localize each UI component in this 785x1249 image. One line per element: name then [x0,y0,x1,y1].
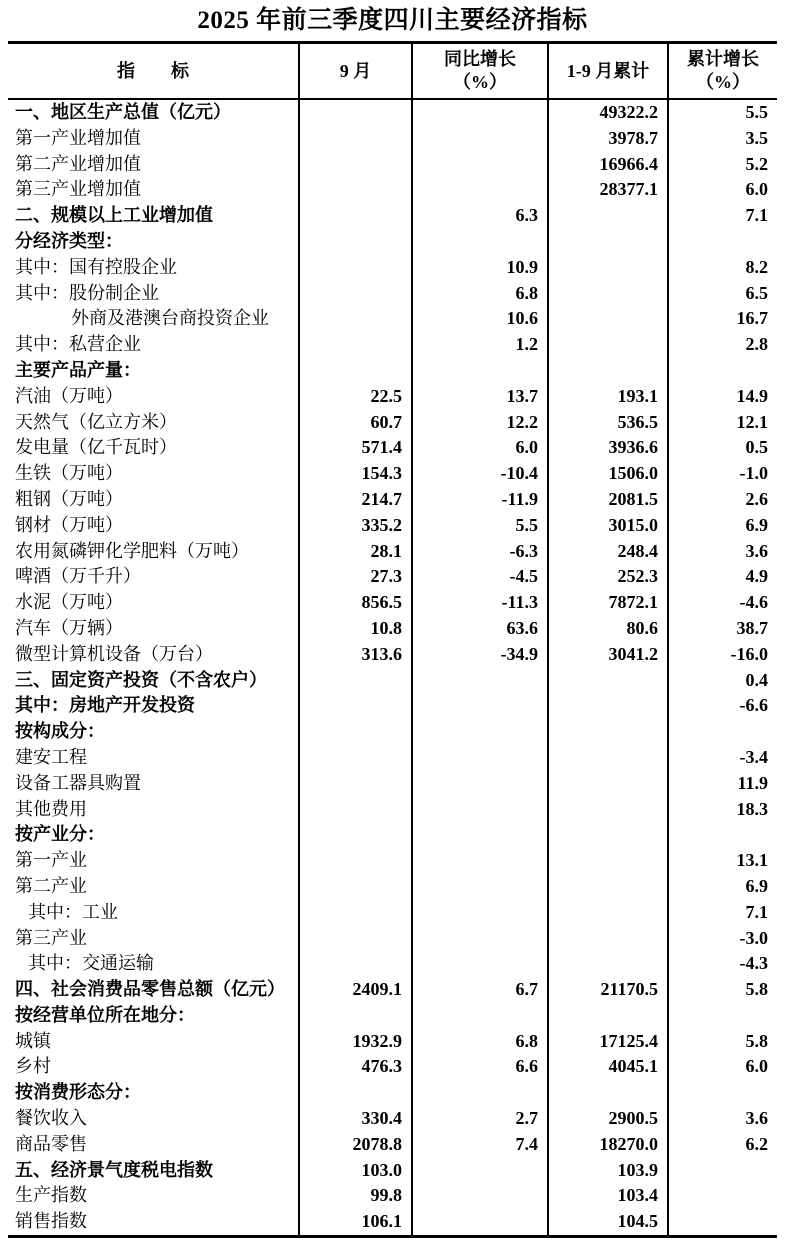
cumulative-value: 2081.5 [548,487,668,513]
yoy-growth-value [412,848,548,874]
cumulative-growth-value: 14.9 [668,384,777,410]
table-row [8,564,777,590]
september-value [299,229,412,255]
september-value: 99.8 [299,1183,412,1209]
indicator-label: 其中：交通运输 [28,953,154,974]
table-row [8,848,777,874]
yoy-growth-value: 1.2 [412,332,548,358]
yoy-growth-value [412,719,548,745]
table-row [8,384,777,410]
cumulative-growth-value: 7.1 [668,203,777,229]
september-value: 2409.1 [299,977,412,1003]
indicator-label: 三、固定资产投资（不含农户） [15,669,267,690]
yoy-growth-value [412,177,548,203]
september-value [299,99,412,126]
table-row [8,1029,777,1055]
september-value [299,848,412,874]
yoy-growth-value: 6.7 [412,977,548,1003]
cumulative-value [548,951,668,977]
indicator-label: 按构成分： [15,721,105,742]
table-row [8,539,777,565]
cumulative-value [548,926,668,952]
yoy-growth-value [412,1183,548,1209]
september-value [299,693,412,719]
yoy-growth-value [412,1209,548,1236]
cumulative-growth-value: -6.6 [668,693,777,719]
indicator-label: 建安工程 [15,746,87,767]
indicator-label: 设备工器具购置 [15,772,141,793]
september-value [299,177,412,203]
column-header-cumulative [548,43,668,100]
cumulative-value: 248.4 [548,539,668,565]
cumulative-value [548,745,668,771]
cumulative-value [548,719,668,745]
cumulative-value: 103.4 [548,1183,668,1209]
table-row [8,1183,777,1209]
indicator-label: 第三产业增加值 [15,179,141,200]
table-row [8,1209,777,1236]
cumulative-value: 252.3 [548,564,668,590]
yoy-growth-value: -10.4 [412,461,548,487]
yoy-growth-value [412,1003,548,1029]
table-row [8,255,777,281]
yoy-growth-value [412,358,548,384]
cumulative-value [548,358,668,384]
cumulative-value: 49322.2 [548,99,668,126]
cumulative-growth-value: -3.4 [668,745,777,771]
cumulative-value [548,281,668,307]
yoy-growth-value: 10.9 [412,255,548,281]
column-header-unit: （%） [696,72,750,92]
cumulative-value: 2900.5 [548,1106,668,1132]
yoy-growth-value [412,900,548,926]
indicator-label: 天然气（亿立方米） [15,411,177,432]
cumulative-growth-value: 13.1 [668,848,777,874]
table-row [8,1158,777,1184]
september-value: 60.7 [299,410,412,436]
column-header-unit: （%） [453,72,507,92]
cumulative-value: 104.5 [548,1209,668,1236]
september-value: 28.1 [299,539,412,565]
table-row [8,358,777,384]
cumulative-value: 80.6 [548,616,668,642]
cumulative-growth-value: 6.9 [668,874,777,900]
september-value [299,951,412,977]
yoy-growth-value: -4.5 [412,564,548,590]
yoy-growth-value [412,152,548,178]
indicator-label: 四、社会消费品零售总额（亿元） [15,979,285,1000]
table-row [8,513,777,539]
cumulative-growth-value: 5.8 [668,977,777,1003]
september-value [299,797,412,823]
column-header-label: 指 标 [117,60,189,81]
cumulative-value: 1506.0 [548,461,668,487]
table-row [8,487,777,513]
cumulative-value: 17125.4 [548,1029,668,1055]
indicator-label: 餐饮收入 [15,1108,87,1129]
column-header-label: 1-9 月累计 [566,60,650,81]
yoy-growth-value [412,771,548,797]
cumulative-growth-value: 0.5 [668,435,777,461]
cumulative-growth-value: 2.8 [668,332,777,358]
cumulative-growth-value: 5.8 [668,1029,777,1055]
september-value [299,719,412,745]
cumulative-value: 21170.5 [548,977,668,1003]
indicator-label: 外商及港澳台商投资企业 [71,308,269,329]
cumulative-growth-value [668,1183,777,1209]
indicator-label: 一、地区生产总值（亿元） [15,102,231,122]
table-row [8,874,777,900]
indicators-table [8,41,777,1238]
yoy-growth-value [412,1080,548,1106]
indicator-label: 第二产业增加值 [15,153,141,174]
indicator-label: 农用氮磷钾化学肥料（万吨） [15,540,249,561]
yoy-growth-value: 10.6 [412,306,548,332]
indicator-label: 二、规模以上工业增加值 [15,205,213,226]
yoy-growth-value: 13.7 [412,384,548,410]
table-row [8,590,777,616]
table-row [8,900,777,926]
cumulative-growth-value: 11.9 [668,771,777,797]
cumulative-value [548,693,668,719]
september-value [299,1080,412,1106]
cumulative-growth-value: 3.5 [668,126,777,152]
yoy-growth-value [412,1158,548,1184]
indicator-label: 乡村 [15,1056,51,1077]
cumulative-growth-value [668,1003,777,1029]
indicator-label: 第一产业增加值 [15,127,141,148]
indicator-label: 第二产业 [15,875,87,896]
table-row [8,229,777,255]
column-header-label: 9 月 [339,60,372,81]
indicator-label: 第三产业 [15,927,87,948]
table-row [8,745,777,771]
yoy-growth-value: -6.3 [412,539,548,565]
indicator-label: 发电量（亿千瓦时） [15,437,177,458]
indicator-label: 粗钢（万吨） [15,488,123,509]
page-title: 2025 年前三季度四川主要经济指标 [197,7,588,34]
september-value [299,358,412,384]
cumulative-value [548,668,668,694]
table-row [8,177,777,203]
cumulative-growth-value: 3.6 [668,539,777,565]
cumulative-growth-value: -4.6 [668,590,777,616]
september-value [299,900,412,926]
table-row [8,281,777,307]
yoy-growth-value [412,693,548,719]
cumulative-growth-value: 6.0 [668,1054,777,1080]
yoy-growth-value: 6.6 [412,1054,548,1080]
table-header [8,43,777,100]
cumulative-value: 103.9 [548,1158,668,1184]
cumulative-growth-value: -4.3 [668,951,777,977]
table-row [8,616,777,642]
cumulative-growth-value: 5.2 [668,152,777,178]
cumulative-growth-value: 3.6 [668,1106,777,1132]
column-header-label: 同比增长 [444,49,516,69]
cumulative-value [548,332,668,358]
yoy-growth-value: 12.2 [412,410,548,436]
september-value: 476.3 [299,1054,412,1080]
cumulative-growth-value: 6.9 [668,513,777,539]
indicator-label: 其中：股份制企业 [15,282,159,303]
indicator-label: 啤酒（万千升） [15,566,141,587]
indicator-label: 汽油（万吨） [15,385,123,406]
cumulative-growth-value [668,1080,777,1106]
cumulative-growth-value [668,229,777,255]
cumulative-growth-value: 38.7 [668,616,777,642]
cumulative-value [548,771,668,797]
yoy-growth-value [412,874,548,900]
cumulative-growth-value: 4.9 [668,564,777,590]
cumulative-growth-value: -16.0 [668,642,777,668]
cumulative-value [548,229,668,255]
september-value: 335.2 [299,513,412,539]
yoy-growth-value: 6.8 [412,281,548,307]
table-row [8,1106,777,1132]
cumulative-growth-value: 7.1 [668,900,777,926]
cumulative-value: 3936.6 [548,435,668,461]
september-value [299,281,412,307]
cumulative-value [548,900,668,926]
september-value [299,926,412,952]
september-value: 27.3 [299,564,412,590]
table-row [8,951,777,977]
september-value [299,203,412,229]
table-row [8,99,777,126]
cumulative-growth-value [668,822,777,848]
cumulative-value [548,1003,668,1029]
column-header-yoy-growth [412,43,548,100]
yoy-growth-value [412,668,548,694]
september-value: 2078.8 [299,1132,412,1158]
september-value: 154.3 [299,461,412,487]
indicator-label: 按消费形态分： [15,1082,141,1103]
cumulative-growth-value [668,358,777,384]
september-value [299,255,412,281]
table-row [8,410,777,436]
table-body [8,99,777,1237]
cumulative-growth-value: 5.5 [668,99,777,126]
yoy-growth-value: -34.9 [412,642,548,668]
indicator-label: 销售指数 [15,1211,87,1232]
september-value [299,306,412,332]
table-row [8,152,777,178]
september-value [299,874,412,900]
september-value [299,332,412,358]
table-row [8,719,777,745]
table-row [8,1132,777,1158]
cumulative-value: 193.1 [548,384,668,410]
cumulative-growth-value: 2.6 [668,487,777,513]
table-row [8,203,777,229]
table-row [8,461,777,487]
table-row [8,822,777,848]
yoy-growth-value [412,745,548,771]
yoy-growth-value [412,99,548,126]
table-row [8,771,777,797]
september-value: 10.8 [299,616,412,642]
cumulative-value [548,797,668,823]
cumulative-growth-value: 0.4 [668,668,777,694]
cumulative-value [548,203,668,229]
column-header-label: 累计增长 [687,49,759,69]
table-row [8,126,777,152]
table-row [8,1080,777,1106]
indicator-label: 其他费用 [15,798,87,819]
cumulative-value: 3978.7 [548,126,668,152]
indicator-label: 其中：国有控股企业 [15,256,177,277]
september-value: 330.4 [299,1106,412,1132]
indicator-label: 其中：房地产开发投资 [15,695,195,716]
table-row [8,435,777,461]
september-value [299,152,412,178]
table-row [8,926,777,952]
cumulative-growth-value [668,1158,777,1184]
september-value [299,822,412,848]
indicator-label: 其中：私营企业 [15,334,141,355]
cumulative-value [548,822,668,848]
cumulative-growth-value: 8.2 [668,255,777,281]
table-row [8,642,777,668]
september-value: 571.4 [299,435,412,461]
yoy-growth-value [412,951,548,977]
table-row [8,977,777,1003]
table-row [8,693,777,719]
yoy-growth-value [412,229,548,255]
september-value: 103.0 [299,1158,412,1184]
indicator-label: 钢材（万吨） [15,514,123,535]
cumulative-value [548,1080,668,1106]
table-row [8,1003,777,1029]
cumulative-value [548,255,668,281]
september-value: 22.5 [299,384,412,410]
cumulative-growth-value: 6.2 [668,1132,777,1158]
september-value [299,771,412,797]
cumulative-value: 7872.1 [548,590,668,616]
indicator-label: 城镇 [15,1030,51,1051]
september-value [299,1003,412,1029]
indicator-label: 水泥（万吨） [15,592,123,613]
table-row [8,332,777,358]
yoy-growth-value [412,126,548,152]
september-value: 1932.9 [299,1029,412,1055]
cumulative-value: 4045.1 [548,1054,668,1080]
cumulative-value [548,874,668,900]
table-row [8,668,777,694]
indicator-label: 主要产品产量： [15,359,141,380]
september-value: 106.1 [299,1209,412,1236]
cumulative-value: 3015.0 [548,513,668,539]
yoy-growth-value: 6.8 [412,1029,548,1055]
cumulative-value: 18270.0 [548,1132,668,1158]
cumulative-growth-value: 16.7 [668,306,777,332]
cumulative-growth-value: 6.5 [668,281,777,307]
column-header-cumulative-growth [668,43,777,100]
yoy-growth-value: 5.5 [412,513,548,539]
september-value: 856.5 [299,590,412,616]
yoy-growth-value: 7.4 [412,1132,548,1158]
indicator-label: 其中：工业 [28,901,118,922]
september-value [299,745,412,771]
september-value [299,668,412,694]
yoy-growth-value: 6.0 [412,435,548,461]
cumulative-growth-value: 6.0 [668,177,777,203]
yoy-growth-value: 6.3 [412,203,548,229]
cumulative-value [548,306,668,332]
cumulative-growth-value: -3.0 [668,926,777,952]
september-value: 214.7 [299,487,412,513]
cumulative-value: 536.5 [548,410,668,436]
indicator-label: 生产指数 [15,1185,87,1206]
yoy-growth-value [412,926,548,952]
september-value [299,126,412,152]
table-row [8,797,777,823]
yoy-growth-value [412,797,548,823]
header-row [8,43,777,100]
column-header-indicator [8,43,299,100]
yoy-growth-value: 2.7 [412,1106,548,1132]
yoy-growth-value: 63.6 [412,616,548,642]
table-row [8,1054,777,1080]
cumulative-growth-value: 12.1 [668,410,777,436]
yoy-growth-value: -11.3 [412,590,548,616]
indicator-label: 按产业分： [15,824,105,845]
cumulative-value: 16966.4 [548,152,668,178]
indicator-label: 分经济类型： [15,230,123,251]
cumulative-value: 3041.2 [548,642,668,668]
cumulative-value [548,848,668,874]
column-header-september [299,43,412,100]
indicator-label: 第一产业 [15,850,87,871]
indicator-label: 微型计算机设备（万台） [15,643,213,664]
yoy-growth-value [412,822,548,848]
indicator-label: 商品零售 [15,1133,87,1154]
cumulative-value: 28377.1 [548,177,668,203]
cumulative-growth-value: 18.3 [668,797,777,823]
cumulative-growth-value [668,1209,777,1236]
cumulative-growth-value: -1.0 [668,461,777,487]
yoy-growth-value: -11.9 [412,487,548,513]
table-row [8,306,777,332]
cumulative-growth-value [668,719,777,745]
september-value: 313.6 [299,642,412,668]
indicator-label: 五、经济景气度税电指数 [15,1159,213,1180]
indicator-label: 生铁（万吨） [15,463,123,484]
indicator-label: 按经营单位所在地分： [15,1004,195,1025]
indicator-label: 汽车（万辆） [15,617,123,638]
